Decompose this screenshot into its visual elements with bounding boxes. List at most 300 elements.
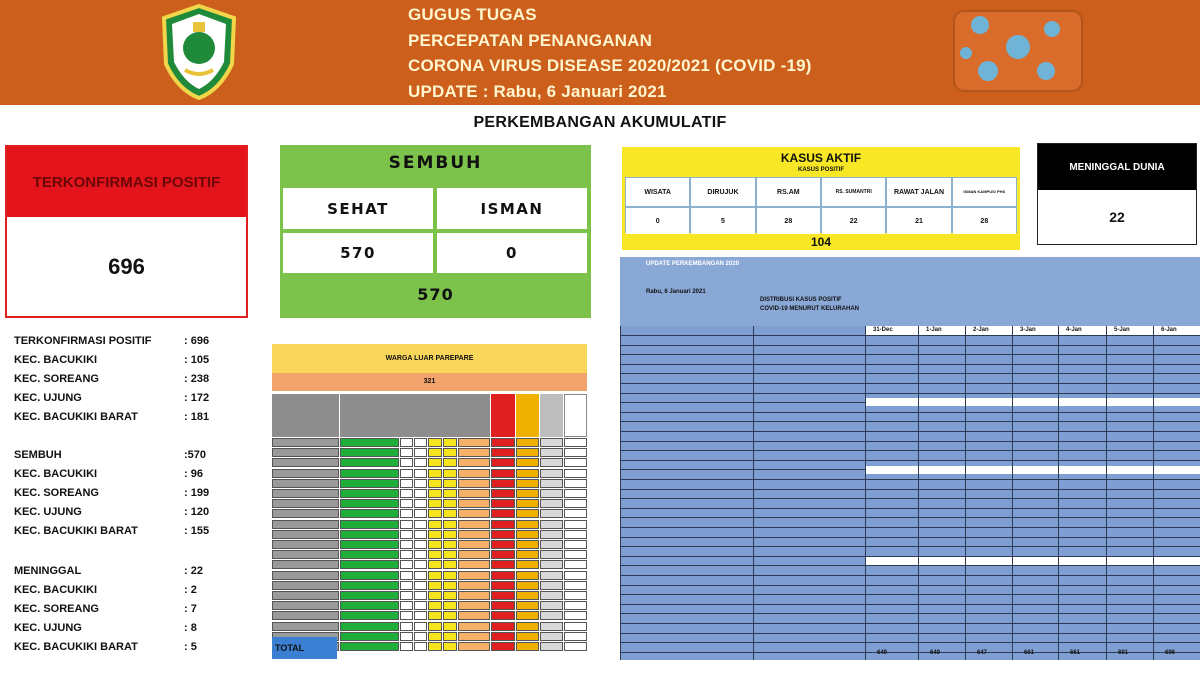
distribution-subtitle-line: COVID-19 MENURUT KELURAHAN xyxy=(760,306,860,312)
table-cell xyxy=(458,489,490,498)
table-cell xyxy=(428,611,442,620)
table-cell xyxy=(540,499,563,508)
active-col-label: DIRUJUK xyxy=(691,178,754,206)
table-cell xyxy=(428,530,442,539)
table-cell xyxy=(414,448,427,457)
grid-line xyxy=(620,489,1200,490)
grid-line xyxy=(965,326,966,660)
recovered-col-value: 0 xyxy=(437,233,587,273)
grid-line xyxy=(620,498,1200,499)
table-cell xyxy=(340,560,399,569)
table-cell xyxy=(400,448,413,457)
table-cell xyxy=(414,571,427,580)
table-cell xyxy=(272,581,339,590)
confirmed-positive-label: TERKONFIRMASI POSITIF xyxy=(7,147,246,217)
table-cell xyxy=(564,489,587,498)
table-total-label: TOTAL xyxy=(272,637,337,659)
table-cell xyxy=(540,601,563,610)
table-row xyxy=(272,499,587,509)
distribution-table xyxy=(620,326,1200,660)
table-cell xyxy=(272,560,339,569)
grid-line xyxy=(865,326,866,660)
table-cell xyxy=(540,540,563,549)
date-header-cell: 3-Jan xyxy=(1020,327,1036,333)
table-cell xyxy=(443,642,457,651)
table-cell xyxy=(414,479,427,488)
grid-line xyxy=(620,546,1200,547)
table-cell xyxy=(340,642,399,651)
table-cell xyxy=(516,448,539,457)
table-cell xyxy=(564,448,587,457)
table-cell xyxy=(564,469,587,478)
active-col-label: RS. SUMANTRI xyxy=(822,178,885,206)
table-cell xyxy=(428,571,442,580)
header-line: UPDATE : Rabu, 6 Januari 2021 xyxy=(408,81,667,101)
table-cell xyxy=(443,520,457,529)
section-row xyxy=(865,466,1200,474)
table-cell xyxy=(516,642,539,651)
table-cell xyxy=(491,591,515,600)
table-cell xyxy=(414,622,427,631)
stat-row: TERKONFIRMASI POSITIF : 696 xyxy=(14,335,210,347)
date-header-cell: 31-Dec xyxy=(873,327,893,333)
table-cell xyxy=(414,591,427,600)
grid-line xyxy=(620,460,1200,461)
stat-row: KEC. BACUKIKI : 96 xyxy=(14,468,203,480)
table-cell xyxy=(564,458,587,467)
table-cell xyxy=(540,509,563,518)
table-cell xyxy=(491,622,515,631)
outside-residents-subtitle: 321 xyxy=(272,373,587,391)
table-cell xyxy=(272,448,339,457)
table-cell xyxy=(564,622,587,631)
table-cell xyxy=(491,520,515,529)
table-cell xyxy=(458,550,490,559)
table-row xyxy=(272,448,587,458)
table-cell xyxy=(272,530,339,539)
table-cell xyxy=(414,550,427,559)
table-cell xyxy=(491,509,515,518)
table-cell xyxy=(516,591,539,600)
table-cell xyxy=(428,489,442,498)
grid-line xyxy=(753,326,754,660)
table-cell xyxy=(340,591,399,600)
table-cell xyxy=(400,530,413,539)
stat-row: KEC. SOREANG : 238 xyxy=(14,373,210,385)
table-cell xyxy=(340,632,399,641)
table-cell xyxy=(516,438,539,447)
active-cases-title: KASUS AKTIF xyxy=(780,151,862,165)
table-header-cell xyxy=(340,394,490,437)
table-cell xyxy=(516,611,539,620)
table-cell xyxy=(400,509,413,518)
grid-line xyxy=(620,537,1200,538)
table-cell xyxy=(414,642,427,651)
table-cell xyxy=(400,601,413,610)
table-cell xyxy=(414,560,427,569)
table-cell xyxy=(564,591,587,600)
table-row xyxy=(272,622,587,632)
grid-line xyxy=(620,613,1200,614)
table-row xyxy=(272,591,587,601)
active-cases-total: 104 xyxy=(810,235,832,249)
table-cell xyxy=(340,458,399,467)
table-cell xyxy=(564,632,587,641)
table-cell xyxy=(400,591,413,600)
city-emblem-icon xyxy=(160,4,238,100)
table-cell xyxy=(491,642,515,651)
stat-row: KEC. BACUKIKI BARAT : 155 xyxy=(14,525,210,537)
table-cell xyxy=(443,448,457,457)
table-cell xyxy=(458,560,490,569)
table-cell xyxy=(540,479,563,488)
table-cell xyxy=(414,540,427,549)
table-row xyxy=(272,581,587,591)
table-cell xyxy=(564,581,587,590)
table-cell xyxy=(272,591,339,600)
table-cell xyxy=(540,591,563,600)
table-cell xyxy=(540,622,563,631)
table-cell xyxy=(400,469,413,478)
grid-line xyxy=(620,633,1200,634)
grid-line xyxy=(620,345,1200,346)
grid-line xyxy=(620,642,1200,643)
table-cell xyxy=(272,479,339,488)
table-cell xyxy=(272,438,339,447)
table-cell xyxy=(272,469,339,478)
outside-residents-table xyxy=(272,344,587,662)
grid-line xyxy=(620,335,1200,336)
table-cell xyxy=(458,448,490,457)
table-cell xyxy=(400,479,413,488)
table-cell xyxy=(458,540,490,549)
table-cell xyxy=(400,520,413,529)
table-cell xyxy=(340,622,399,631)
header-title-block xyxy=(408,2,812,104)
grid-line xyxy=(620,450,1200,451)
table-cell xyxy=(540,581,563,590)
table-cell xyxy=(443,581,457,590)
table-cell xyxy=(340,469,399,478)
grid-line xyxy=(620,421,1200,422)
table-cell xyxy=(458,632,490,641)
table-cell xyxy=(443,550,457,559)
table-cell xyxy=(564,499,587,508)
table-cell xyxy=(458,520,490,529)
table-cell xyxy=(516,571,539,580)
table-cell xyxy=(340,601,399,610)
table-cell xyxy=(272,520,339,529)
table-cell xyxy=(491,448,515,457)
table-cell xyxy=(491,581,515,590)
table-cell xyxy=(272,458,339,467)
distribution-title-line: DISTRIBUSI KASUS POSITIF xyxy=(760,297,842,303)
table-cell xyxy=(540,642,563,651)
table-cell xyxy=(516,540,539,549)
table-cell xyxy=(272,601,339,610)
table-cell xyxy=(458,581,490,590)
grid-line xyxy=(620,652,1200,653)
table-header-cell xyxy=(491,394,515,437)
table-cell xyxy=(443,530,457,539)
table-cell xyxy=(414,581,427,590)
table-cell xyxy=(400,560,413,569)
active-col-label: WISATA xyxy=(626,178,689,206)
recovered-total: 570 xyxy=(417,285,454,304)
table-cell xyxy=(443,458,457,467)
table-row xyxy=(272,469,587,479)
stat-row: KEC. UJUNG : 172 xyxy=(14,392,210,404)
active-cases-subtitle: KASUS POSITIF xyxy=(797,167,844,173)
active-col-label: RS.AM xyxy=(757,178,820,206)
table-row xyxy=(272,611,587,621)
table-cell xyxy=(400,622,413,631)
table-cell xyxy=(491,611,515,620)
stat-row: KEC. SOREANG : 7 xyxy=(14,603,197,615)
table-cell xyxy=(564,530,587,539)
stat-row: KEC. BACUKIKI : 2 xyxy=(14,584,197,596)
table-cell xyxy=(564,520,587,529)
table-cell xyxy=(540,469,563,478)
header-banner xyxy=(0,0,1200,105)
grid-line xyxy=(620,623,1200,624)
table-cell xyxy=(272,571,339,580)
table-cell xyxy=(516,520,539,529)
table-cell xyxy=(443,611,457,620)
table-cell xyxy=(428,520,442,529)
table-cell xyxy=(400,540,413,549)
table-cell xyxy=(564,571,587,580)
table-cell xyxy=(564,540,587,549)
table-cell xyxy=(428,601,442,610)
table-cell xyxy=(443,571,457,580)
grid-line xyxy=(620,517,1200,518)
section-row xyxy=(865,557,1200,565)
table-cell xyxy=(540,632,563,641)
header-line: CORONA VIRUS DISEASE 2020/2021 (COVID -19) xyxy=(408,56,812,75)
table-cell xyxy=(516,550,539,559)
table-row xyxy=(272,438,587,448)
date-header-cell: 4-Jan xyxy=(1066,327,1082,333)
table-cell xyxy=(516,581,539,590)
table-cell xyxy=(564,438,587,447)
table-cell xyxy=(458,611,490,620)
table-cell xyxy=(428,469,442,478)
total-cell: 661 xyxy=(1070,650,1081,656)
table-cell xyxy=(414,438,427,447)
confirmed-positive-value: 696 xyxy=(108,253,145,279)
grid-line xyxy=(620,604,1200,605)
table-cell xyxy=(540,550,563,559)
stat-row: KEC. BACUKIKI BARAT : 5 xyxy=(14,641,197,653)
table-cell xyxy=(443,489,457,498)
table-cell xyxy=(428,458,442,467)
table-cell xyxy=(340,520,399,529)
table-cell xyxy=(414,509,427,518)
table-cell xyxy=(400,458,413,467)
table-cell xyxy=(458,469,490,478)
table-row xyxy=(272,509,587,519)
table-cell xyxy=(443,632,457,641)
table-cell xyxy=(516,458,539,467)
table-cell xyxy=(491,458,515,467)
outside-residents-title: WARGA LUAR PAREPARE xyxy=(272,344,587,373)
active-col-label: ISMAN KAMPUS/ PHS xyxy=(953,178,1016,206)
table-cell xyxy=(540,571,563,580)
table-cell xyxy=(458,499,490,508)
grid-line xyxy=(620,393,1200,394)
table-cell xyxy=(428,448,442,457)
table-cell xyxy=(458,438,490,447)
table-cell xyxy=(340,499,399,508)
table-cell xyxy=(340,479,399,488)
active-col-value: 22 xyxy=(822,208,885,234)
stat-row: KEC. SOREANG : 199 xyxy=(14,487,210,499)
stat-row: KEC. BACUKIKI BARAT : 181 xyxy=(14,411,210,423)
table-cell xyxy=(272,550,339,559)
table-cell xyxy=(400,571,413,580)
table-cell xyxy=(414,611,427,620)
total-cell: 649 xyxy=(877,650,888,656)
table-header-cell xyxy=(516,394,539,437)
table-cell xyxy=(491,438,515,447)
table-cell xyxy=(458,530,490,539)
table-cell xyxy=(491,469,515,478)
table-cell xyxy=(540,448,563,457)
table-cell xyxy=(414,530,427,539)
grid-line xyxy=(620,575,1200,576)
table-cell xyxy=(458,479,490,488)
table-cell xyxy=(400,489,413,498)
table-cell xyxy=(491,560,515,569)
table-cell xyxy=(443,601,457,610)
grid-line xyxy=(1012,326,1013,660)
table-cell xyxy=(340,540,399,549)
grid-line xyxy=(1106,326,1107,660)
total-cell: 649 xyxy=(930,650,941,656)
table-cell xyxy=(272,611,339,620)
distribution-update-line: UPDATE PERKEMBANGAN 2020 xyxy=(646,261,739,267)
table-cell xyxy=(428,479,442,488)
recovered-col-value: 570 xyxy=(283,233,433,273)
grid-line xyxy=(620,364,1200,365)
date-header-cell: 1-Jan xyxy=(926,327,942,333)
table-cell xyxy=(428,591,442,600)
deaths-label: MENINGGAL DUNIA xyxy=(1038,144,1196,190)
table-cell xyxy=(272,509,339,518)
table-cell xyxy=(458,642,490,651)
table-row xyxy=(272,530,587,540)
stat-row: KEC. BACUKIKI : 105 xyxy=(14,354,210,366)
table-cell xyxy=(564,611,587,620)
table-row xyxy=(272,458,587,468)
table-cell xyxy=(516,560,539,569)
table-row xyxy=(272,489,587,499)
table-cell xyxy=(428,550,442,559)
table-header-cell xyxy=(564,394,587,437)
header-line: PERCEPATAN PENANGANAN xyxy=(408,30,653,50)
table-cell xyxy=(564,560,587,569)
table-cell xyxy=(458,458,490,467)
grid-line xyxy=(1058,326,1059,660)
table-cell xyxy=(272,540,339,549)
grid-line xyxy=(620,565,1200,566)
table-cell xyxy=(491,601,515,610)
table-cell xyxy=(428,622,442,631)
table-cell xyxy=(340,509,399,518)
table-cell xyxy=(400,632,413,641)
distribution-date-line: Rabu, 6 Januari 2021 xyxy=(646,289,706,295)
table-cell xyxy=(564,479,587,488)
table-header-cell xyxy=(272,394,339,437)
table-cell xyxy=(458,601,490,610)
table-cell xyxy=(443,499,457,508)
table-cell xyxy=(340,571,399,580)
table-cell xyxy=(443,540,457,549)
table-cell xyxy=(428,632,442,641)
active-col-value: 21 xyxy=(887,208,950,234)
table-row xyxy=(272,479,587,489)
deaths-value: 22 xyxy=(1109,209,1125,225)
distribution-panel xyxy=(620,257,1200,660)
grid-line xyxy=(918,326,919,660)
table-cell xyxy=(340,611,399,620)
table-cell xyxy=(491,479,515,488)
table-cell xyxy=(458,622,490,631)
table-cell xyxy=(414,499,427,508)
section-row xyxy=(865,398,1200,406)
table-cell xyxy=(491,499,515,508)
grid-line xyxy=(620,479,1200,480)
table-cell xyxy=(540,611,563,620)
table-cell xyxy=(458,509,490,518)
table-cell xyxy=(414,469,427,478)
table-cell xyxy=(340,489,399,498)
table-cell xyxy=(491,571,515,580)
total-cell: 661 xyxy=(1024,650,1035,656)
table-cell xyxy=(400,581,413,590)
table-cell xyxy=(540,560,563,569)
stat-row: KEC. UJUNG : 120 xyxy=(14,506,210,518)
grid-line xyxy=(620,585,1200,586)
grid-line xyxy=(620,373,1200,374)
table-cell xyxy=(400,642,413,651)
table-cell xyxy=(428,499,442,508)
table-cell xyxy=(564,642,587,651)
table-cell xyxy=(443,509,457,518)
grid-line xyxy=(620,354,1200,355)
grid-line xyxy=(620,326,621,660)
date-header-cell: 5-Jan xyxy=(1114,327,1130,333)
recovered-card xyxy=(280,145,591,318)
table-cell xyxy=(272,622,339,631)
table-cell xyxy=(428,540,442,549)
table-cell xyxy=(491,489,515,498)
table-cell xyxy=(516,601,539,610)
total-cell: 696 xyxy=(1165,650,1176,656)
table-cell xyxy=(564,601,587,610)
table-cell xyxy=(340,438,399,447)
grid-line xyxy=(620,441,1200,442)
table-cell xyxy=(414,489,427,498)
active-col-value: 5 xyxy=(691,208,754,234)
page-title: PERKEMBANGAN AKUMULATIF xyxy=(473,114,727,131)
stat-row: MENINGGAL : 22 xyxy=(14,565,203,577)
date-header-cell: 6-Jan xyxy=(1161,327,1177,333)
table-cell xyxy=(540,489,563,498)
table-row xyxy=(272,560,587,570)
table-cell xyxy=(458,591,490,600)
